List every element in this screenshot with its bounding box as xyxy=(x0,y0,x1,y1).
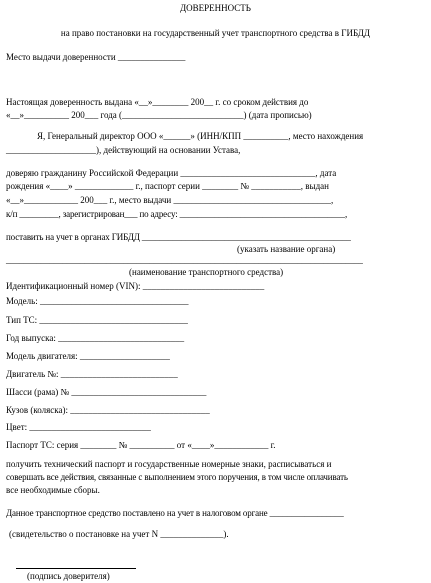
chassis-line: Шасси (рама) № ______________________________ xyxy=(6,387,207,397)
receive-line-3: все необходимые сборы. xyxy=(6,485,100,495)
year-line: Год выпуска: ____________________________ xyxy=(6,333,185,343)
trust-line-1: доверяю гражданину Российской Федерации ______________________________, дата xyxy=(6,168,337,178)
issued-line-2: «__»__________ 200___ года (___________________________) (дата прописью) xyxy=(6,110,312,120)
issued-line-1: Настоящая доверенность выдана «__»________ 200__ г. со сроком действия до xyxy=(6,97,309,107)
color-line: Цвет: ___________________________ xyxy=(6,422,151,432)
document-subtitle: на право постановки на государственный учет транспортного средства в ГИБДД xyxy=(60,28,371,38)
vin-line: Идентификационный номер (VIN): ___________________________ xyxy=(6,281,265,291)
vehicle-name-caption: (наименование транспортного средства) xyxy=(129,267,284,277)
director-line-2: ____________________), действующий на основании Устава, xyxy=(6,145,241,155)
signature-line xyxy=(16,568,136,569)
model-line: Модель: _________________________________ xyxy=(6,296,189,306)
trust-line-3: «__»____________ 200___ г., место выдачи ___________________________________, xyxy=(6,195,334,205)
vehicle-passport-line: Паспорт ТС: серия ________ № __________ от «____»____________ г. xyxy=(6,440,276,450)
issue-place-line: Место выдачи доверенности _______________ xyxy=(6,52,186,62)
register-line-1: поставить на учет в органах ГИБДД ________________________________________________ xyxy=(6,232,351,242)
trust-line-4: к/п _________, зарегистрирован___ по адресу: ______________________________________, xyxy=(6,209,348,219)
receive-line-2: совершать все действия, связанные с выполнением этого поручения, в том числе оплачивать xyxy=(6,472,348,482)
register-caption: (указать название органа) xyxy=(237,244,336,254)
engine-model-line: Модель двигателя: ____________________ xyxy=(6,351,170,361)
body-line: Кузов (коляска): _______________________________ xyxy=(6,405,210,415)
director-line-1: Я, Генеральный директор ООО «______» (ИНН/КПП __________, место нахождения xyxy=(37,131,364,141)
vehicle-type-line: Тип ТС: _________________________________ xyxy=(6,315,188,325)
register-line-2: __________________________________________________________________________________ xyxy=(6,255,363,265)
trust-line-2: рождения «____» _____________ г., паспорт серии ________ № ___________, выдан xyxy=(6,181,329,191)
receive-line-1: получить технический паспорт и государственные номерные знаки, расписываться и xyxy=(6,459,332,469)
tax-line-2: (свидетельство о постановке на учет N ______________). xyxy=(9,529,229,539)
signature-caption: (подпись доверителя) xyxy=(27,571,110,581)
tax-line-1: Данное транспортное средство поставлено на учет в налоговом органе _________________ xyxy=(6,508,344,518)
engine-number-line: Двигатель №: __________________________ xyxy=(6,369,178,379)
document-title: ДОВЕРЕННОСТЬ xyxy=(180,3,251,13)
